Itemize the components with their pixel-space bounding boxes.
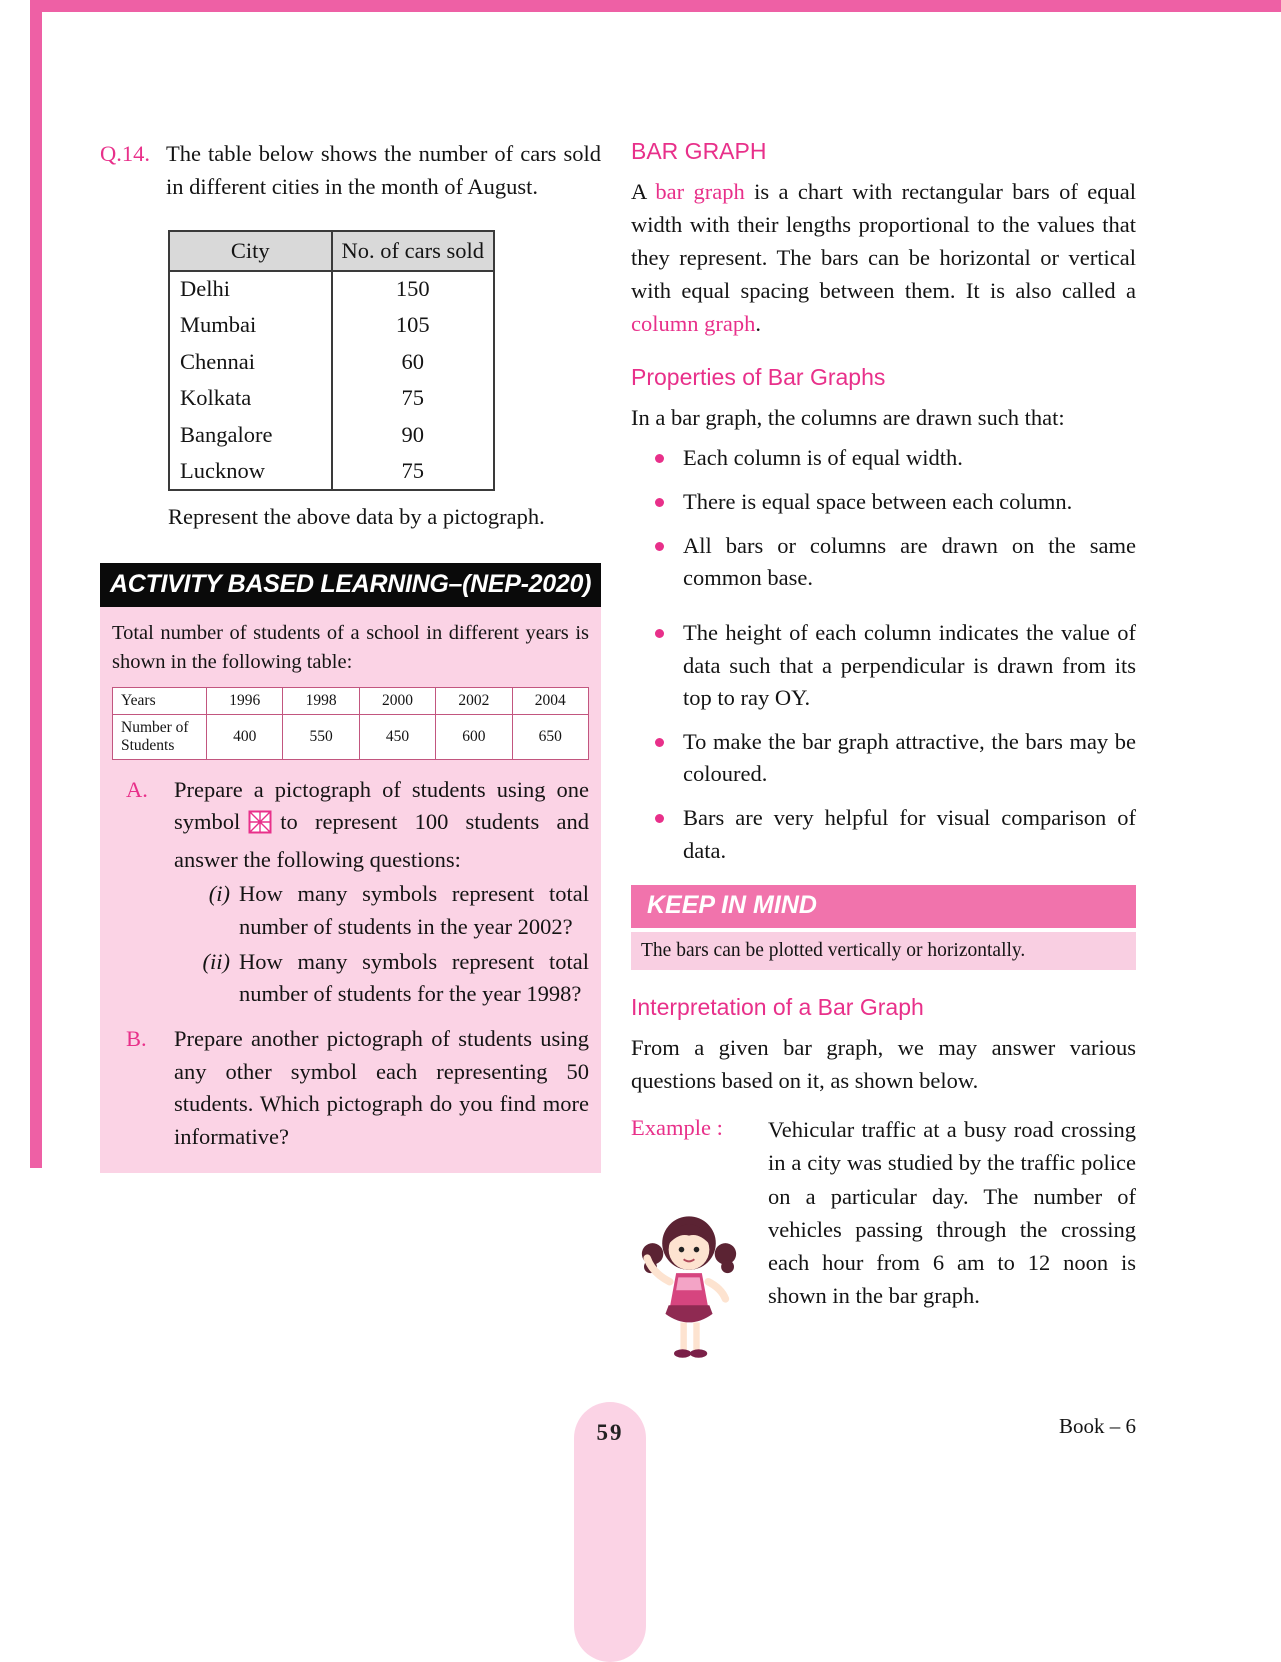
example-label: Example : (631, 1115, 723, 1141)
students-cell: 600 (436, 714, 512, 759)
activity-item-a-label: A. (126, 776, 148, 802)
activity-intro: Total number of students of a school in different years is shown in the following table: (112, 622, 589, 673)
table-row (169, 271, 494, 308)
page-number: 59 (596, 1420, 624, 1445)
properties-intro: In a bar graph, the columns are drawn such that: (631, 405, 1065, 431)
example-block (631, 1113, 1136, 1363)
subitem-ii-text: How many symbols represent total number of students for the year 1998? (239, 948, 589, 1007)
year-cell: 2004 (512, 687, 588, 714)
pictograph-symbol-icon (248, 810, 272, 844)
question-14 (100, 138, 601, 203)
cars-cell: 105 (332, 307, 495, 344)
page-number-pill (574, 1402, 646, 1662)
table-row (169, 380, 494, 417)
year-cell: 2000 (359, 687, 435, 714)
bar-graph-highlight: bar graph (655, 179, 745, 204)
intro-part-3: . (755, 311, 761, 337)
bullet-item: The height of each column indicates the value of data such that a perpendicular is drawn from its top to ray OY. (631, 617, 1136, 715)
item-a-text-before: Prepare a pictograph of students using one symbol (174, 776, 589, 835)
city-cell: Kolkata (180, 385, 252, 411)
students-cell: 450 (359, 714, 435, 759)
bullet-item: There is equal space between each column. (631, 486, 1136, 519)
bar-graph-intro (631, 175, 1136, 340)
right-column (631, 138, 1136, 1363)
activity-item-b-text: Prepare another pictograph of students using any other symbol each representing 50 students. Which pictograph do you find more informative? (174, 1025, 589, 1149)
city-cell: Delhi (180, 276, 230, 302)
interpretation-heading: Interpretation of a Bar Graph (631, 994, 924, 1021)
question-14-followup: Represent the above data by a pictograph. (168, 503, 545, 529)
page-top-border (30, 0, 1281, 12)
students-label: Number of Students (113, 714, 207, 759)
girl-illustration (635, 1211, 743, 1366)
cars-cell: 60 (332, 344, 495, 381)
years-label: Years (113, 687, 207, 714)
intro-part-2: is a chart with rectangular bars of equal width with their lengths proportional to the values that they represent. The bars can be horizontal or vertical with equal spacing between them. It is also called a (631, 179, 1136, 304)
cars-cell: 75 (332, 453, 495, 490)
city-cell: Lucknow (180, 457, 265, 483)
table-row (169, 307, 494, 344)
activity-item-b (112, 1023, 589, 1154)
students-cell: 400 (207, 714, 283, 759)
book-footer-label: Book – 6 (1058, 1414, 1136, 1438)
left-column (100, 138, 601, 1173)
column-graph-highlight: column graph (631, 311, 756, 337)
item-a-text-after: to represent 100 students and answer the following questions: (174, 809, 589, 872)
city-cell: Mumbai (180, 312, 257, 338)
students-cell: 550 (283, 714, 359, 759)
activity-item-a (112, 774, 589, 877)
page-left-border (30, 0, 42, 1168)
bullet-item: All bars or columns are drawn on the same common base. (631, 530, 1136, 595)
keep-in-mind-note: The bars can be plotted vertically or horizontally. (631, 932, 1136, 970)
cars-cell: 90 (332, 417, 495, 454)
activity-based-learning-header: ACTIVITY BASED LEARNING–(NEP-2020) (100, 563, 601, 607)
interpretation-text: From a given bar graph, we may answer various questions based on it, as shown below. (631, 1035, 1136, 1094)
table-header-row (169, 231, 494, 270)
question-14-label: Q.14. (100, 141, 150, 166)
students-table (112, 687, 589, 760)
cars-cell: 150 (332, 271, 495, 308)
students-cell: 650 (512, 714, 588, 759)
question-14-text: The table below shows the number of cars sold in different cities in the month of August. (166, 141, 601, 199)
bullet-item: Each column is of equal width. (631, 442, 1136, 475)
activity-subitem-i (112, 878, 589, 943)
table-row (169, 453, 494, 490)
students-row (113, 714, 589, 759)
bullet-item: To make the bar graph attractive, the bars may be coloured. (631, 726, 1136, 791)
table-header-city: City (169, 231, 332, 270)
year-cell: 1998 (283, 687, 359, 714)
city-cell: Chennai (180, 348, 255, 374)
table-row (169, 344, 494, 381)
years-row (113, 687, 589, 714)
year-cell: 2002 (436, 687, 512, 714)
activity-item-a-text (174, 774, 589, 877)
properties-heading: Properties of Bar Graphs (631, 364, 886, 391)
keep-in-mind-header: KEEP IN MIND (631, 885, 1136, 928)
year-cell: 1996 (207, 687, 283, 714)
table-row (169, 417, 494, 454)
activity-subitem-ii (112, 946, 589, 1011)
cars-cell: 75 (332, 380, 495, 417)
activity-item-b-label: B. (126, 1025, 147, 1051)
bullet-item: Bars are very helpful for visual comparison of data. (631, 802, 1136, 867)
properties-bullet-list (631, 442, 1136, 867)
bar-graph-heading: BAR GRAPH (631, 138, 767, 164)
subitem-i-text: How many symbols represent total number of students in the year 2002? (239, 881, 589, 939)
subitem-i-label: (i) (208, 881, 230, 907)
activity-box (100, 607, 601, 1173)
table-header-cars: No. of cars sold (332, 231, 495, 270)
city-cell: Bangalore (180, 421, 273, 447)
example-text: Vehicular traffic at a busy road crossing in a city was studied by the traffic police on a particular day. The number of vehicles passing through the crossing each hour from 6 am to 12 noon is shown in the bar graph. (768, 1117, 1136, 1308)
cars-sold-table (168, 230, 495, 490)
intro-part-1: A (631, 179, 656, 204)
subitem-ii-label: (ii) (202, 948, 230, 974)
